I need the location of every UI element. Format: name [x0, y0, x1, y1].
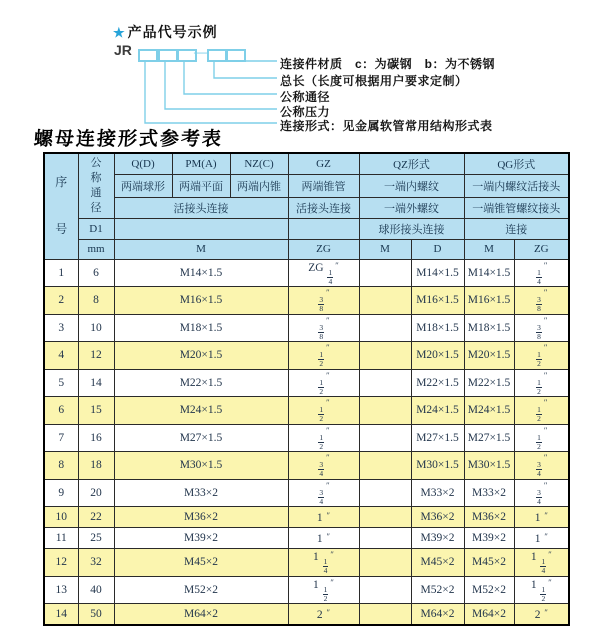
cell-no: 9	[44, 479, 78, 507]
header-d1: D1	[78, 218, 114, 239]
cell-qg-m: M36×2	[464, 507, 514, 528]
header-join-qz: 一端外螺纹	[359, 197, 464, 218]
cell-qz-d: M16×1.5	[411, 287, 464, 315]
cell-m: M24×1.5	[114, 397, 288, 425]
cell-zg: $\frac{3}{8}$ ″	[288, 314, 359, 342]
cell-qg-zg: $\frac{3}{4}$ ″	[514, 479, 569, 507]
header-group-qz: QZ形式	[359, 153, 464, 174]
cell-zg: 1 $\frac{1}{2}$ ″	[288, 576, 359, 604]
header-mm: mm	[78, 239, 114, 259]
header-sub-qd: 两端球形	[114, 174, 172, 197]
cell-zg: $\frac{1}{2}$ ″	[288, 397, 359, 425]
cell-qg-m: M52×2	[464, 576, 514, 604]
cell-qz-m	[359, 259, 411, 287]
cell-qz-d: M30×1.5	[411, 452, 464, 480]
cell-dn: 15	[78, 397, 114, 425]
table-row	[44, 424, 569, 452]
cell-qz-m	[359, 507, 411, 528]
cell-qz-m	[359, 397, 411, 425]
label-total-length: 总长（长度可根据用户要求定制）	[280, 74, 468, 88]
header-group-gz: GZ	[288, 153, 359, 174]
cell-zg: $\frac{1}{2}$ ″	[288, 342, 359, 370]
cell-dn: 32	[78, 549, 114, 577]
cell-qg-zg: $\frac{1}{2}$ ″	[514, 342, 569, 370]
cell-qg-m: M27×1.5	[464, 424, 514, 452]
cell-m: M22×1.5	[114, 369, 288, 397]
cell-no: 10	[44, 507, 78, 528]
table-row	[44, 369, 569, 397]
code-box-2	[158, 49, 178, 62]
cell-qg-zg: 1 $\frac{1}{4}$ ″	[514, 549, 569, 577]
cell-qg-m: M64×2	[464, 604, 514, 625]
cell-qg-m: M24×1.5	[464, 397, 514, 425]
cell-dn: 12	[78, 342, 114, 370]
cell-qg-m: M30×1.5	[464, 452, 514, 480]
cell-zg: 1 $\frac{1}{4}$ ″	[288, 549, 359, 577]
cell-qg-m: M18×1.5	[464, 314, 514, 342]
table-row	[44, 604, 569, 625]
header-diameter: 公称通径	[78, 153, 114, 218]
nut-connection-table	[43, 152, 570, 626]
cell-qg-zg: 1 ″	[514, 507, 569, 528]
cell-qg-zg: 1 $\frac{1}{2}$ ″	[514, 576, 569, 604]
cell-qg-zg: $\frac{3}{4}$ ″	[514, 452, 569, 480]
cell-m: M36×2	[114, 507, 288, 528]
cell-qz-m	[359, 452, 411, 480]
cell-qz-d: M36×2	[411, 507, 464, 528]
header-unit-qg-m: M	[464, 239, 514, 259]
connector-line	[165, 60, 277, 109]
cell-qg-zg: $\frac{1}{2}$ ″	[514, 397, 569, 425]
header-join-connect: 连接	[464, 218, 569, 239]
connector-line	[184, 60, 277, 94]
header-join-gz: 活接头连接	[288, 197, 359, 218]
cell-qg-zg: $\frac{1}{2}$ ″	[514, 424, 569, 452]
header-unit-qz-m: M	[359, 239, 411, 259]
cell-zg: 1 ″	[288, 528, 359, 549]
header-unit-m: M	[114, 239, 288, 259]
cell-m: M39×2	[114, 528, 288, 549]
cell-qg-zg: $\frac{1}{4}$ ″	[514, 259, 569, 287]
cell-qz-d: M14×1.5	[411, 259, 464, 287]
cell-no: 1	[44, 259, 78, 287]
header-unit-zg: ZG	[288, 239, 359, 259]
cell-no: 13	[44, 576, 78, 604]
cell-dn: 20	[78, 479, 114, 507]
cell-dn: 22	[78, 507, 114, 528]
cell-dn: 40	[78, 576, 114, 604]
cell-qz-d: M39×2	[411, 528, 464, 549]
header-sub-pma: 两端平面	[172, 174, 230, 197]
cell-zg: ZG $\frac{1}{4}$ ″	[288, 259, 359, 287]
cell-dn: 50	[78, 604, 114, 625]
table-row	[44, 507, 569, 528]
table-row	[44, 397, 569, 425]
table-row	[44, 342, 569, 370]
cell-qz-d: M64×2	[411, 604, 464, 625]
cell-qg-m: M39×2	[464, 528, 514, 549]
code-box-4	[207, 49, 227, 62]
cell-no: 6	[44, 397, 78, 425]
cell-qg-zg: 1 ″	[514, 528, 569, 549]
header-unit-qg-zg: ZG	[514, 239, 569, 259]
cell-qz-d: M18×1.5	[411, 314, 464, 342]
header-group-nzc: NZ(C)	[230, 153, 288, 174]
label-material: 连接件材质 c：为碳钢 b：为不锈钢	[280, 57, 496, 71]
header-sub-qg: 一端内螺纹活接头	[464, 174, 569, 197]
cell-qz-m	[359, 528, 411, 549]
cell-no: 3	[44, 314, 78, 342]
cell-zg: $\frac{3}{8}$ ″	[288, 287, 359, 315]
cell-m: M64×2	[114, 604, 288, 625]
code-dash: —	[194, 44, 207, 59]
cell-qz-m	[359, 576, 411, 604]
cell-qz-m	[359, 424, 411, 452]
code-box-1	[138, 49, 158, 62]
cell-qz-d: M22×1.5	[411, 369, 464, 397]
table-row	[44, 452, 569, 480]
cell-qg-zg: 2 ″	[514, 604, 569, 625]
cell-qz-m	[359, 549, 411, 577]
cell-zg: $\frac{1}{2}$ ″	[288, 424, 359, 452]
cell-m: M52×2	[114, 576, 288, 604]
cell-qg-m: M45×2	[464, 549, 514, 577]
cell-no: 5	[44, 369, 78, 397]
cell-no: 14	[44, 604, 78, 625]
table-title: 螺母连接形式参考表	[33, 129, 224, 150]
cell-qz-d: M45×2	[411, 549, 464, 577]
table-row	[44, 287, 569, 315]
cell-no: 4	[44, 342, 78, 370]
header-unit-qz-d: D	[411, 239, 464, 259]
product-code-title: 产品代号示例	[127, 24, 218, 40]
cell-zg: 1 ″	[288, 507, 359, 528]
product-code-prefix: JR	[114, 42, 132, 58]
star-icon: ★	[113, 25, 126, 40]
cell-m: M16×1.5	[114, 287, 288, 315]
cell-qz-m	[359, 604, 411, 625]
cell-qz-m	[359, 342, 411, 370]
table-row	[44, 528, 569, 549]
cell-qg-m: M22×1.5	[464, 369, 514, 397]
cell-m: M30×1.5	[114, 452, 288, 480]
product-code-heading	[113, 22, 218, 42]
cell-no: 12	[44, 549, 78, 577]
header-join-ball: 球形接头连接	[359, 218, 464, 239]
cell-qz-m	[359, 479, 411, 507]
cell-qg-m: M14×1.5	[464, 259, 514, 287]
cell-zg: 2 ″	[288, 604, 359, 625]
code-box-5	[226, 49, 246, 62]
header-blank-gz	[288, 218, 359, 239]
cell-dn: 8	[78, 287, 114, 315]
cell-qg-m: M16×1.5	[464, 287, 514, 315]
cell-dn: 14	[78, 369, 114, 397]
header-sub-qz: 一端内螺纹	[359, 174, 464, 197]
cell-dn: 18	[78, 452, 114, 480]
cell-m: M33×2	[114, 479, 288, 507]
cell-no: 8	[44, 452, 78, 480]
cell-qg-m: M33×2	[464, 479, 514, 507]
connector-line	[214, 60, 277, 78]
cell-qz-m	[359, 314, 411, 342]
cell-dn: 6	[78, 259, 114, 287]
cell-zg: $\frac{3}{4}$ ″	[288, 452, 359, 480]
header-seq: 序号	[44, 153, 78, 259]
table-row	[44, 259, 569, 287]
cell-qz-d: M52×2	[411, 576, 464, 604]
cell-qz-d: M33×2	[411, 479, 464, 507]
cell-dn: 25	[78, 528, 114, 549]
label-connection-form: 连接形式：见金属软管常用结构形式表	[280, 119, 493, 133]
cell-dn: 10	[78, 314, 114, 342]
header-group-qg: QG形式	[464, 153, 569, 174]
header-sub-nzc: 两端内锥	[230, 174, 288, 197]
header-group-qd: Q(D)	[114, 153, 172, 174]
header-join-union: 活接头连接	[114, 197, 288, 218]
cell-qz-d: M24×1.5	[411, 397, 464, 425]
cell-qg-zg: $\frac{1}{2}$ ″	[514, 369, 569, 397]
cell-m: M20×1.5	[114, 342, 288, 370]
cell-dn: 16	[78, 424, 114, 452]
header-sub-gz: 两端锥管	[288, 174, 359, 197]
cell-qg-zg: $\frac{3}{8}$ ″	[514, 287, 569, 315]
table-row	[44, 549, 569, 577]
table-row	[44, 314, 569, 342]
header-blank-m-area	[114, 218, 288, 239]
cell-m: M45×2	[114, 549, 288, 577]
cell-m: M27×1.5	[114, 424, 288, 452]
table-row	[44, 479, 569, 507]
cell-m: M14×1.5	[114, 259, 288, 287]
cell-qg-m: M20×1.5	[464, 342, 514, 370]
cell-qz-m	[359, 369, 411, 397]
label-nominal-pressure: 公称压力	[280, 105, 331, 119]
table-row	[44, 576, 569, 604]
label-nominal-diameter: 公称通径	[280, 90, 331, 104]
cell-qz-m	[359, 287, 411, 315]
header-join-qg: 一端锥管螺纹接头	[464, 197, 569, 218]
cell-no: 7	[44, 424, 78, 452]
cell-m: M18×1.5	[114, 314, 288, 342]
cell-zg: $\frac{1}{2}$ ″	[288, 369, 359, 397]
cell-qz-d: M27×1.5	[411, 424, 464, 452]
cell-qz-d: M20×1.5	[411, 342, 464, 370]
cell-zg: $\frac{3}{4}$ ″	[288, 479, 359, 507]
cell-no: 11	[44, 528, 78, 549]
header-group-pma: PM(A)	[172, 153, 230, 174]
connector-line	[145, 60, 277, 123]
cell-no: 2	[44, 287, 78, 315]
cell-qg-zg: $\frac{3}{8}$ ″	[514, 314, 569, 342]
